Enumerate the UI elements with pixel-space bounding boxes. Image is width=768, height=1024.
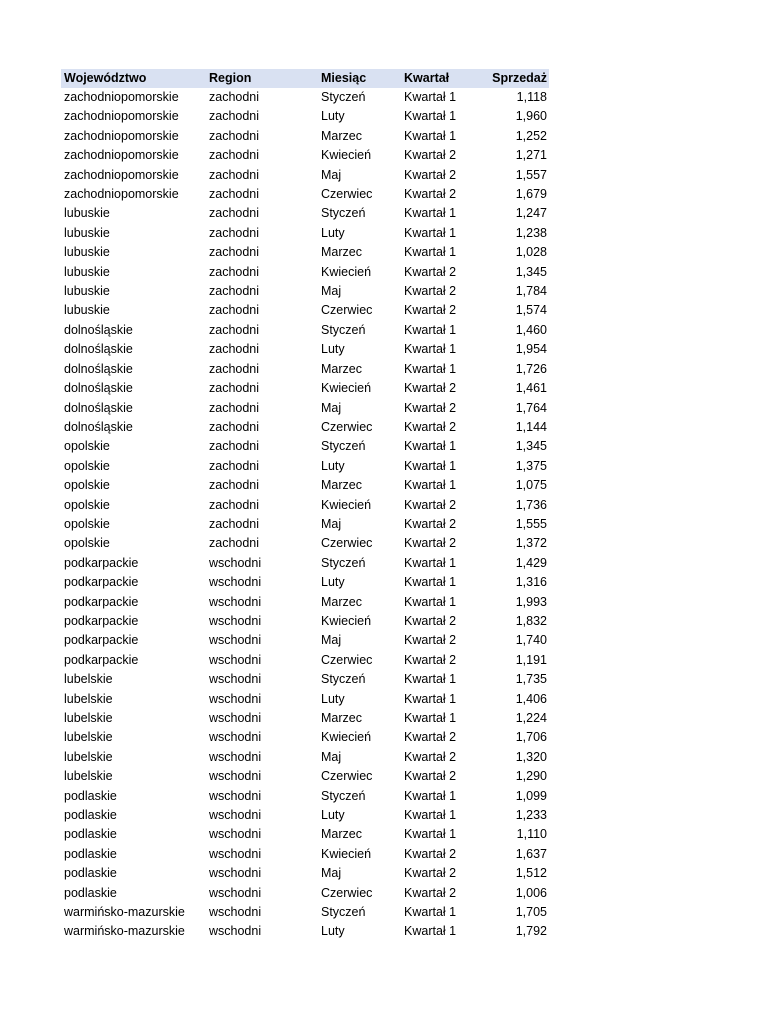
cell-wojewodztwo: lubelskie <box>64 711 113 725</box>
cell-sprzedaz: 1,736 <box>515 497 547 512</box>
cell-sprzedaz: 1,238 <box>515 225 547 240</box>
table-row <box>61 651 549 670</box>
cell-sprzedaz: 1,832 <box>515 613 547 628</box>
cell-miesiac: Czerwiec <box>321 885 373 900</box>
table-row <box>61 825 549 844</box>
cell-region: zachodni <box>209 264 260 279</box>
cell-wojewodztwo: dolnośląskie <box>64 361 133 376</box>
cell-sprzedaz: 1,735 <box>515 672 547 687</box>
cell-wojewodztwo: lubuskie <box>64 225 110 240</box>
cell-miesiac: Kwiecień <box>321 613 372 628</box>
cell-sprzedaz: 1,345 <box>515 439 547 454</box>
cell-kwartal: Kwartał 1 <box>404 322 457 337</box>
table-row <box>61 496 549 515</box>
cell-sprzedaz: 1,406 <box>515 691 547 706</box>
table-row <box>61 224 549 243</box>
cell-kwartal: Kwartał 1 <box>404 808 457 823</box>
cell-region: zachodni <box>209 245 260 260</box>
sales-table <box>61 69 549 942</box>
cell-sprzedaz: 1,144 <box>515 419 547 434</box>
cell-kwartal: Kwartał 1 <box>404 361 457 376</box>
table-row <box>61 534 549 553</box>
table-row <box>61 476 549 495</box>
cell-wojewodztwo: podkarpackie <box>64 633 139 648</box>
cell-region: wschodni <box>209 905 262 920</box>
cell-kwartal: Kwartał 2 <box>404 516 457 531</box>
cell-miesiac: Luty <box>321 458 345 473</box>
table-row <box>61 903 549 922</box>
cell-kwartal: Kwartał 2 <box>404 846 457 861</box>
cell-miesiac: Luty <box>321 342 345 357</box>
cell-miesiac: Luty <box>321 109 345 124</box>
header-sprzedaz: Sprzedaż <box>487 69 549 88</box>
cell-miesiac: Czerwiec <box>321 536 373 551</box>
table-row <box>61 690 549 709</box>
cell-miesiac: Marzec <box>321 128 362 143</box>
cell-region: zachodni <box>209 148 260 163</box>
cell-region: zachodni <box>209 361 260 376</box>
cell-region: wschodni <box>209 749 262 764</box>
cell-region: wschodni <box>209 613 262 628</box>
cell-wojewodztwo: dolnośląskie <box>64 419 133 434</box>
table-row <box>61 360 549 379</box>
cell-sprzedaz: 1,512 <box>515 866 547 881</box>
table-row <box>61 806 549 825</box>
table-row <box>61 709 549 728</box>
cell-miesiac: Czerwiec <box>321 769 373 784</box>
cell-kwartal: Kwartał 1 <box>404 342 457 357</box>
cell-sprzedaz: 1,224 <box>515 711 547 725</box>
cell-kwartal: Kwartał 1 <box>404 206 457 221</box>
cell-kwartal: Kwartał 2 <box>404 497 457 512</box>
cell-region: zachodni <box>209 342 260 357</box>
table-row <box>61 88 549 107</box>
cell-region: zachodni <box>209 90 260 104</box>
cell-sprzedaz: 1,764 <box>515 400 547 415</box>
cell-miesiac: Maj <box>321 167 342 182</box>
cell-region: wschodni <box>209 827 262 842</box>
cell-region: wschodni <box>209 691 262 706</box>
cell-sprzedaz: 1,191 <box>515 652 547 667</box>
cell-kwartal: Kwartał 1 <box>404 439 457 454</box>
cell-wojewodztwo: lubelskie <box>64 769 113 784</box>
cell-miesiac: Maj <box>321 284 342 299</box>
cell-wojewodztwo: dolnośląskie <box>64 400 133 415</box>
cell-sprzedaz: 1,555 <box>515 516 547 531</box>
cell-miesiac: Luty <box>321 225 345 240</box>
cell-miesiac: Luty <box>321 575 345 590</box>
cell-wojewodztwo: dolnośląskie <box>64 322 133 337</box>
cell-miesiac: Czerwiec <box>321 187 373 202</box>
cell-miesiac: Styczeń <box>321 206 366 221</box>
cell-sprzedaz: 1,118 <box>516 90 547 104</box>
cell-sprzedaz: 1,637 <box>515 846 547 861</box>
cell-sprzedaz: 1,784 <box>515 284 547 299</box>
cell-sprzedaz: 1,316 <box>515 575 547 590</box>
table-row <box>61 864 549 883</box>
cell-miesiac: Kwiecień <box>321 497 372 512</box>
table-row <box>61 573 549 592</box>
cell-kwartal: Kwartał 1 <box>404 128 457 143</box>
cell-wojewodztwo: podlaskie <box>64 808 117 823</box>
cell-kwartal: Kwartał 1 <box>404 924 457 939</box>
cell-sprzedaz: 1,740 <box>515 633 547 648</box>
header-miesiac: Miesiąc <box>318 69 401 88</box>
cell-kwartal: Kwartał 2 <box>404 749 457 764</box>
cell-miesiac: Styczeń <box>321 788 366 803</box>
table-row <box>61 767 549 786</box>
cell-miesiac: Marzec <box>321 361 362 376</box>
cell-sprzedaz: 1,460 <box>515 322 547 337</box>
cell-kwartal: Kwartał 2 <box>404 730 457 745</box>
cell-miesiac: Marzec <box>321 594 362 609</box>
cell-kwartal: Kwartał 1 <box>404 827 457 842</box>
table-row <box>61 166 549 185</box>
table-row <box>61 554 549 573</box>
cell-kwartal: Kwartał 2 <box>404 633 457 648</box>
cell-miesiac: Czerwiec <box>321 652 373 667</box>
cell-kwartal: Kwartał 2 <box>404 866 457 881</box>
cell-miesiac: Maj <box>321 633 342 648</box>
cell-wojewodztwo: opolskie <box>64 516 110 531</box>
cell-wojewodztwo: podkarpackie <box>64 613 139 628</box>
cell-region: wschodni <box>209 730 262 745</box>
cell-wojewodztwo: zachodniopomorskie <box>64 90 179 104</box>
cell-miesiac: Maj <box>321 749 342 764</box>
cell-wojewodztwo: warmińsko-mazurskie <box>64 905 185 920</box>
cell-region: zachodni <box>209 400 260 415</box>
cell-sprzedaz: 1,006 <box>515 885 547 900</box>
table-row <box>61 457 549 476</box>
cell-kwartal: Kwartał 1 <box>404 691 457 706</box>
cell-kwartal: Kwartał 2 <box>404 400 457 415</box>
cell-region: wschodni <box>209 808 262 823</box>
cell-wojewodztwo: opolskie <box>64 536 110 551</box>
table-row <box>61 321 549 340</box>
cell-miesiac: Marzec <box>321 827 362 842</box>
cell-miesiac: Styczeń <box>321 555 366 570</box>
cell-miesiac: Czerwiec <box>321 303 373 318</box>
table-row <box>61 243 549 262</box>
cell-region: zachodni <box>209 478 260 493</box>
cell-sprzedaz: 1,372 <box>515 536 547 551</box>
table-row <box>61 845 549 864</box>
cell-wojewodztwo: dolnośląskie <box>64 342 133 357</box>
cell-wojewodztwo: lubuskie <box>64 206 110 221</box>
cell-wojewodztwo: podlaskie <box>64 885 117 900</box>
cell-miesiac: Marzec <box>321 478 362 493</box>
cell-region: wschodni <box>209 594 262 609</box>
cell-wojewodztwo: podkarpackie <box>64 652 139 667</box>
cell-miesiac: Maj <box>321 516 342 531</box>
cell-wojewodztwo: podlaskie <box>64 827 117 842</box>
cell-kwartal: Kwartał 2 <box>404 419 457 434</box>
cell-region: zachodni <box>209 109 260 124</box>
cell-miesiac: Maj <box>321 866 342 881</box>
cell-miesiac: Kwiecień <box>321 846 372 861</box>
table-row <box>61 728 549 747</box>
table-row <box>61 922 549 941</box>
cell-sprzedaz: 1,557 <box>515 167 547 182</box>
cell-region: zachodni <box>209 206 260 221</box>
cell-sprzedaz: 1,075 <box>515 478 547 493</box>
cell-wojewodztwo: podlaskie <box>64 788 117 803</box>
cell-wojewodztwo: podkarpackie <box>64 575 139 590</box>
cell-region: wschodni <box>209 769 262 784</box>
cell-wojewodztwo: lubuskie <box>64 303 110 318</box>
cell-wojewodztwo: opolskie <box>64 458 110 473</box>
table-row <box>61 127 549 146</box>
table-row <box>61 301 549 320</box>
table-row <box>61 282 549 301</box>
table-row <box>61 748 549 767</box>
table-row <box>61 612 549 631</box>
cell-kwartal: Kwartał 1 <box>404 555 457 570</box>
cell-sprzedaz: 1,705 <box>515 905 547 920</box>
cell-miesiac: Kwiecień <box>321 148 372 163</box>
cell-sprzedaz: 1,252 <box>515 128 547 143</box>
cell-miesiac: Marzec <box>321 245 362 260</box>
cell-kwartal: Kwartał 1 <box>404 672 457 687</box>
cell-wojewodztwo: lubelskie <box>64 749 113 764</box>
cell-miesiac: Kwiecień <box>321 730 372 745</box>
cell-region: zachodni <box>209 381 260 396</box>
cell-kwartal: Kwartał 1 <box>404 90 457 104</box>
cell-wojewodztwo: warmińsko-mazurskie <box>64 924 185 939</box>
table-header-row <box>61 69 549 88</box>
cell-region: wschodni <box>209 924 262 939</box>
cell-sprzedaz: 1,320 <box>515 749 547 764</box>
table-row <box>61 204 549 223</box>
cell-sprzedaz: 1,726 <box>515 361 547 376</box>
spreadsheet-page <box>61 69 549 942</box>
cell-region: zachodni <box>209 303 260 318</box>
cell-kwartal: Kwartał 2 <box>404 284 457 299</box>
header-region: Region <box>206 69 318 88</box>
cell-kwartal: Kwartał 1 <box>404 905 457 920</box>
cell-region: zachodni <box>209 225 260 240</box>
cell-sprzedaz: 1,375 <box>515 458 547 473</box>
cell-kwartal: Kwartał 2 <box>404 381 457 396</box>
cell-kwartal: Kwartał 1 <box>404 225 457 240</box>
table-row <box>61 631 549 650</box>
cell-wojewodztwo: lubuskie <box>64 284 110 299</box>
cell-wojewodztwo: opolskie <box>64 478 110 493</box>
cell-miesiac: Maj <box>321 400 342 415</box>
cell-wojewodztwo: lubuskie <box>64 264 110 279</box>
table-row <box>61 107 549 126</box>
cell-region: zachodni <box>209 439 260 454</box>
header-wojewodztwo: Województwo <box>61 69 206 88</box>
cell-wojewodztwo: zachodniopomorskie <box>64 128 179 143</box>
cell-miesiac: Styczeń <box>321 905 366 920</box>
table-row <box>61 515 549 534</box>
table-row <box>61 418 549 437</box>
cell-region: zachodni <box>209 322 260 337</box>
cell-region: wschodni <box>209 652 262 667</box>
cell-miesiac: Styczeń <box>321 672 366 687</box>
cell-sprzedaz: 1,247 <box>515 206 547 221</box>
cell-kwartal: Kwartał 2 <box>404 613 457 628</box>
cell-region: wschodni <box>209 866 262 881</box>
table-row <box>61 399 549 418</box>
cell-kwartal: Kwartał 2 <box>404 187 457 202</box>
cell-wojewodztwo: lubelskie <box>64 691 113 706</box>
cell-kwartal: Kwartał 2 <box>404 536 457 551</box>
cell-region: wschodni <box>209 672 262 687</box>
cell-sprzedaz: 1,429 <box>515 555 547 570</box>
cell-region: zachodni <box>209 458 260 473</box>
table-row <box>61 146 549 165</box>
cell-kwartal: Kwartał 2 <box>404 885 457 900</box>
cell-kwartal: Kwartał 2 <box>404 769 457 784</box>
cell-wojewodztwo: lubuskie <box>64 245 110 260</box>
cell-sprzedaz: 1,110 <box>516 827 547 842</box>
cell-wojewodztwo: podkarpackie <box>64 594 139 609</box>
table-row <box>61 593 549 612</box>
table-row <box>61 379 549 398</box>
header-kwartal: Kwartał <box>401 69 487 88</box>
cell-miesiac: Styczeń <box>321 90 366 104</box>
cell-kwartal: Kwartał 1 <box>404 788 457 803</box>
cell-sprzedaz: 1,706 <box>515 730 547 745</box>
cell-sprzedaz: 1,099 <box>515 788 547 803</box>
table-row <box>61 263 549 282</box>
cell-wojewodztwo: podlaskie <box>64 846 117 861</box>
cell-region: wschodni <box>209 711 262 725</box>
cell-region: wschodni <box>209 788 262 803</box>
cell-sprzedaz: 1,574 <box>515 303 547 318</box>
cell-kwartal: Kwartał 2 <box>404 652 457 667</box>
cell-wojewodztwo: dolnośląskie <box>64 381 133 396</box>
cell-region: zachodni <box>209 419 260 434</box>
cell-kwartal: Kwartał 2 <box>404 167 457 182</box>
cell-region: zachodni <box>209 128 260 143</box>
cell-kwartal: Kwartał 1 <box>404 575 457 590</box>
cell-miesiac: Luty <box>321 808 345 823</box>
cell-sprzedaz: 1,345 <box>515 264 547 279</box>
cell-kwartal: Kwartał 1 <box>404 245 457 260</box>
cell-sprzedaz: 1,271 <box>515 148 547 163</box>
table-row <box>61 437 549 456</box>
cell-kwartal: Kwartał 2 <box>404 303 457 318</box>
cell-sprzedaz: 1,960 <box>515 109 547 124</box>
cell-wojewodztwo: opolskie <box>64 439 110 454</box>
cell-sprzedaz: 1,792 <box>515 924 547 939</box>
cell-wojewodztwo: zachodniopomorskie <box>64 187 179 202</box>
table-body <box>61 88 549 942</box>
cell-wojewodztwo: lubelskie <box>64 730 113 745</box>
cell-wojewodztwo: podlaskie <box>64 866 117 881</box>
cell-miesiac: Luty <box>321 924 345 939</box>
cell-kwartal: Kwartał 1 <box>404 478 457 493</box>
cell-miesiac: Czerwiec <box>321 419 373 434</box>
cell-kwartal: Kwartał 1 <box>404 109 457 124</box>
cell-sprzedaz: 1,679 <box>515 187 547 202</box>
cell-wojewodztwo: zachodniopomorskie <box>64 148 179 163</box>
cell-region: wschodni <box>209 575 262 590</box>
cell-kwartal: Kwartał 1 <box>404 458 457 473</box>
cell-sprzedaz: 1,461 <box>515 381 547 396</box>
cell-wojewodztwo: podkarpackie <box>64 555 139 570</box>
cell-region: zachodni <box>209 187 260 202</box>
table-row <box>61 185 549 204</box>
cell-region: wschodni <box>209 885 262 900</box>
cell-kwartal: Kwartał 2 <box>404 148 457 163</box>
cell-kwartal: Kwartał 1 <box>404 711 457 725</box>
cell-wojewodztwo: lubelskie <box>64 672 113 687</box>
cell-wojewodztwo: zachodniopomorskie <box>64 109 179 124</box>
table-row <box>61 787 549 806</box>
cell-wojewodztwo: opolskie <box>64 497 110 512</box>
table-row <box>61 340 549 359</box>
cell-region: zachodni <box>209 497 260 512</box>
cell-region: zachodni <box>209 536 260 551</box>
cell-sprzedaz: 1,028 <box>515 245 547 260</box>
cell-miesiac: Marzec <box>321 711 362 725</box>
cell-kwartal: Kwartał 2 <box>404 264 457 279</box>
cell-sprzedaz: 1,954 <box>515 342 547 357</box>
cell-region: wschodni <box>209 846 262 861</box>
cell-region: wschodni <box>209 633 262 648</box>
cell-region: zachodni <box>209 284 260 299</box>
cell-miesiac: Kwiecień <box>321 264 372 279</box>
cell-miesiac: Styczeń <box>321 439 366 454</box>
cell-region: zachodni <box>209 516 260 531</box>
cell-sprzedaz: 1,233 <box>515 808 547 823</box>
table-row <box>61 670 549 689</box>
cell-sprzedaz: 1,993 <box>515 594 547 609</box>
cell-miesiac: Styczeń <box>321 322 366 337</box>
cell-miesiac: Kwiecień <box>321 381 372 396</box>
cell-wojewodztwo: zachodniopomorskie <box>64 167 179 182</box>
cell-miesiac: Luty <box>321 691 345 706</box>
cell-region: wschodni <box>209 555 262 570</box>
cell-sprzedaz: 1,290 <box>515 769 547 784</box>
cell-region: zachodni <box>209 167 260 182</box>
table-row <box>61 884 549 903</box>
cell-kwartal: Kwartał 1 <box>404 594 457 609</box>
